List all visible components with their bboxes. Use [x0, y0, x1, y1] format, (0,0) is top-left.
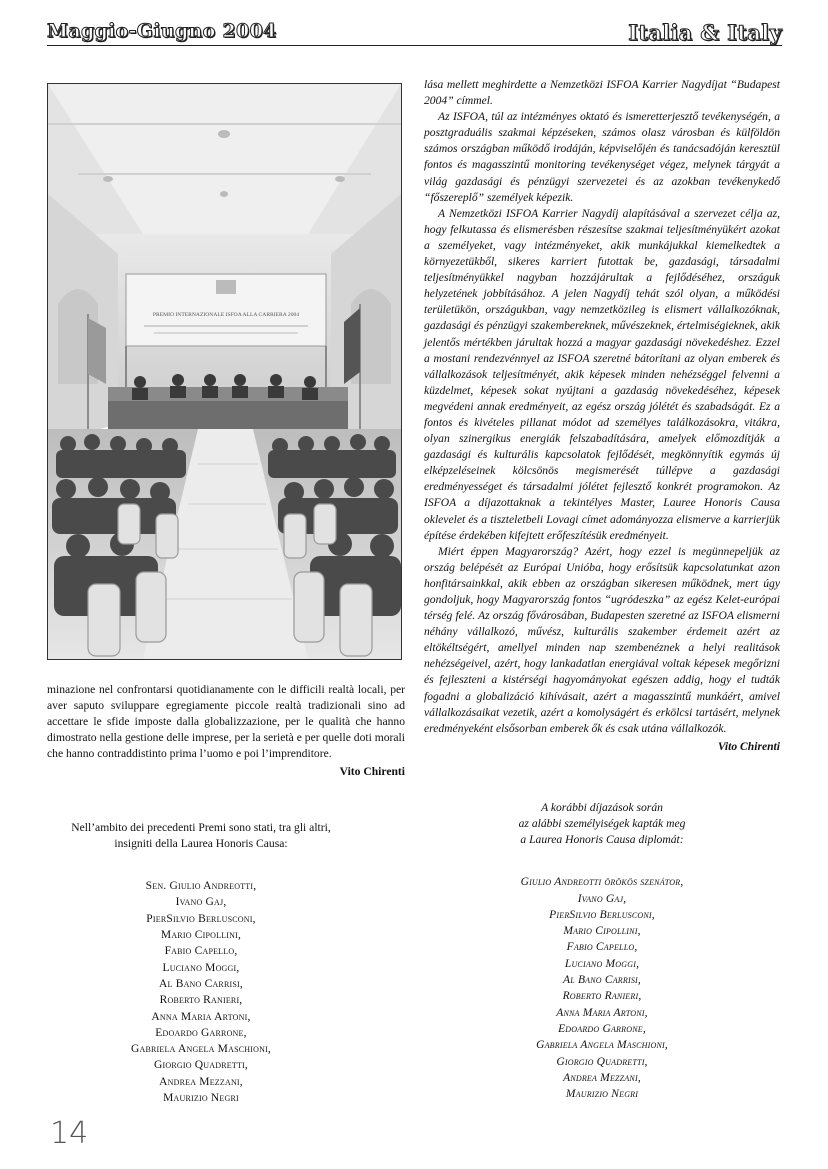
- banner-title: PREMIO INTERNAZIONALE ISFOA ALLA CARRIERA 2004: [152, 312, 300, 318]
- honoree-name: Edoardo Garrone,: [558, 1022, 646, 1035]
- honoree-name: PierSilvio Berlusconi,: [549, 908, 655, 921]
- header-rule: [47, 45, 782, 46]
- honoree-name: Fabio Capello,: [164, 945, 238, 958]
- italian-article-continuation: [47, 682, 405, 781]
- honoree-name: Giorgio Quadretti,: [556, 1055, 648, 1068]
- honorees-hu-names: [424, 874, 780, 1102]
- honorees-it-names: [47, 878, 355, 1106]
- honorees-list-hungarian: [424, 800, 780, 1102]
- honoree-name: Sen. Giulio Andreotti,: [145, 880, 257, 893]
- honorees-it-intro: [47, 820, 355, 852]
- honoree-name: Fabio Capello,: [566, 941, 638, 954]
- honoree-name: Maurizio Negri: [565, 1088, 639, 1101]
- honoree-name: PierSilvio Berlusconi,: [146, 912, 256, 925]
- honoree-name: Giulio Andreotti örökös szenátor,: [520, 876, 684, 889]
- honoree-name: Al Bano Carrisi,: [159, 977, 243, 990]
- honoree-name: Gabriela Angela Maschioni,: [536, 1039, 668, 1052]
- honoree-name: Roberto Ranieri,: [159, 994, 243, 1007]
- issue-date-header: Maggio-Giugno 2004: [47, 20, 277, 42]
- honoree-name: Edoardo Garrone,: [155, 1026, 247, 1039]
- honoree-name: Ivano Gaj,: [175, 896, 227, 909]
- honoree-name: Al Bano Carrisi,: [563, 974, 641, 987]
- honoree-name: Roberto Ranieri,: [562, 990, 642, 1003]
- hu-paragraph-1: lása mellett meghirdette a Nemzetközi ISFOA Karrier Nagydíjat “Budapest 2004” címmel.: [424, 78, 780, 108]
- hu-paragraph-4: Miért éppen Magyarország? Azért, hogy ezzel is megünnepeljük az ország belépését az Európai Unióba, hogy erősítsük kapcsolatunkat azon honfitársainkkal, akik ebben az országban sikeresen működnek, mert úgy gondoljuk, hogy Magyarország fontos “ugródeszka” az egész Kelet-európai térség felé. Az ország fővárosában, Budapesten szeretné az ISFOA elismerni néhány vállalkozó, művész, kulturális szakember érdemeit azért az eltökéltségért, amellyel minden nap szembenéznek a helyi realitások nehézségeivel, azért, hogy lankadatlan energiával voltak képesek megőrizni és fejleszteni a kistérségi hagyományokat egészen addig, hogy el tudták fogadni a globalizáció kihívásait, azért a magasszintű munkáért, amivel vállalkozásaikat vezetik, azért a komolyságért és erkölcsi tartásért, melynek eredményeként elsősorban emberek ők és csak utána vállalkozók.: [424, 544, 780, 735]
- honorees-hu-intro-line2: az alábbi személyiségek kapták meg: [518, 817, 686, 831]
- page-number: 14: [50, 1116, 89, 1151]
- hu-signature: Vito Chirenti: [717, 739, 780, 753]
- honoree-name: Mario Cipollini,: [563, 925, 641, 938]
- honorees-hu-intro-line3: a Laurea Honoris Causa diplomát:: [520, 833, 684, 847]
- honorees-hu-intro-line1: A korábbi díjazások során: [541, 801, 663, 814]
- honoree-name: Maurizio Negri: [163, 1092, 239, 1105]
- magazine-title-header: Italia & Italy: [628, 20, 782, 45]
- honoree-name: Ivano Gaj,: [577, 892, 627, 905]
- honoree-name: Anna Maria Artoni,: [151, 1010, 251, 1023]
- honorees-list-italian: [47, 820, 355, 1106]
- it-signature: Vito Chirenti: [339, 765, 405, 779]
- honorees-it-intro-line2: insigniti della Laurea Honoris Causa:: [114, 837, 288, 851]
- honoree-name: Anna Maria Artoni,: [556, 1006, 648, 1019]
- honorees-hu-intro: [424, 800, 780, 848]
- honoree-name: Andrea Mezzani,: [159, 1075, 243, 1088]
- it-paragraph: minazione nel confrontarsi quotidianamente con le difficili realtà locali, per aver saputo sviluppare egregiamente piccole realtà tradizionali sino ad accettare le sfide imposte dalla globalizzazione, per le qualità che hanno dimostrato nella gestione delle imprese, per la serietà e per quelle doti morali che hanno contraddistinto prima l’uomo e poi l’imprenditore.: [47, 683, 405, 761]
- honorees-it-intro-line1: Nell’ambito dei precedenti Premi sono stati, tra gli altri,: [71, 821, 331, 834]
- honoree-name: Andrea Mezzani,: [563, 1071, 641, 1084]
- honoree-name: Gabriela Angela Maschioni,: [130, 1043, 272, 1056]
- honoree-name: Mario Cipollini,: [160, 929, 242, 942]
- hungarian-article-column: [424, 77, 780, 755]
- hu-paragraph-2: Az ISFOA, túl az intézményes oktató és ismeretterjesztő tevékenységén, a posztgraduális szakmai képzéseken, számos olasz városban és külföldön számos országban működő irodáján, képviselőjén és tanácsadóján keresztül fontos és magasszintű monitoring tevékenységet végez, melynek tárgyát a világ gazdasági és pénzügyi szervezetei és az azokban tevékenykedő “főszereplő” személyek képezik.: [424, 110, 780, 204]
- honoree-name: Luciano Moggi,: [564, 957, 640, 970]
- honoree-name: Luciano Moggi,: [162, 961, 240, 974]
- hu-paragraph-3: A Nemzetközi ISFOA Karrier Nagydíj alapításával a szervezet célja az, hogy felkutassa és elismerésben részesítse szakmai teljesítményükért azokat a személyeket, vagy intézményeket, akik munkájukkal kiemelkedtek a környezetükből, sikeres karriert futottak be, gazdasági, társadalmi teljesítményükkel nagyban hozzájárultak a fejlődéséhez, országuk helyzetének jobbításához. A jelen Nagydíj tehát szól olyan, a működési területükön, országukban, vagy nemzetközileg is elismert vállalkozóknak, gazdasági és pénzügyi szakembereknek, művészeknek, értelmiségieknek, akik jelentős mértékben járultak hozzá a magyar gazdasági növekedéshez. Ezzel a mostani rendezvénnyel az ISFOA szeretné bátorítani az olyan emberek és vállalkozások teljesítményét, akik képesek minden nehézséggel felvenni a küzdelmet, képesek sokat nyújtani a gazdaság növekedéséhez, képesek megvédeni annak eredményeit, az egész ország jólétét és szabadságát. Ez a fontos és kivételes pillanat módot ad személyes találkozásokra, vitákra, olyan szinergikus energiák felszabadítására, amelyek előmozdítják a gazdasági és kulturális kapcsolatok fejlődését, megkönnyítik egymás új elképzeléseinek kölcsönös megismerését túllépve a gazdasági eredményességet és társadalmi jólétet fejlesztő konkrét programokon. Az ISFOA a díjazottaknak a tekintélyes Master, Lauree Honoris Causa oklevelet és a tiszteletbeli Lovagi címet adományozza elismerve a karrierjük építése érdekében kifejtett erőfeszítésük eredményeit.: [424, 206, 780, 542]
- conference-photo: [47, 83, 402, 660]
- honoree-name: Giorgio Quadretti,: [154, 1059, 248, 1072]
